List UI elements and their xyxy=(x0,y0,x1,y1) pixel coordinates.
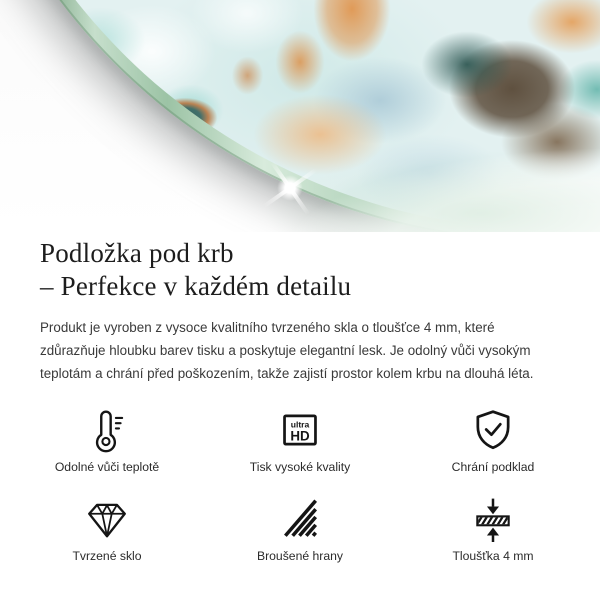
polished-edges-icon xyxy=(277,494,323,542)
thickness-icon xyxy=(470,494,516,542)
diamond-icon xyxy=(84,494,130,542)
feature-label: Tloušťka 4 mm xyxy=(452,549,534,563)
feature-label: Odolné vůči teplotě xyxy=(54,460,160,474)
shield-check-icon xyxy=(470,405,516,453)
feature-label: Tisk vysoké kvality xyxy=(249,460,351,474)
feature-label: Broušené hrany xyxy=(256,549,344,563)
feature-polished-edges xyxy=(257,494,343,563)
page-title-line1: Podložka pod krb xyxy=(40,238,234,268)
feature-label: Tvrzené sklo xyxy=(72,549,142,563)
page-title xyxy=(40,237,560,303)
feature-label: Chrání podklad xyxy=(451,460,535,474)
feature-thickness xyxy=(452,494,533,563)
page-title-line2: – Perfekce v každém detailu xyxy=(40,271,352,301)
svg-text:HD: HD xyxy=(290,428,310,444)
feature-print-quality xyxy=(250,405,350,474)
ultra-hd-icon xyxy=(277,405,323,453)
hero-image xyxy=(0,0,600,232)
features-grid xyxy=(0,405,600,563)
feature-tempered-glass xyxy=(72,494,141,563)
svg-text:ultra: ultra xyxy=(290,419,310,430)
feature-heat-resistant xyxy=(55,405,159,474)
product-description: Produkt je vyroben z vysoce kvalitního tvrzeného skla o tloušťce 4 mm, které zdůrazňuje hloubku barev tisku a poskytuje elegantní lesk. Je odolný vůči vysokým teplotám a chrání před poškozením, takže zajistí prostor kolem krbu na dlouhá léta. xyxy=(40,320,534,381)
feature-protects-base xyxy=(452,405,535,474)
thermometer-icon xyxy=(84,405,130,453)
